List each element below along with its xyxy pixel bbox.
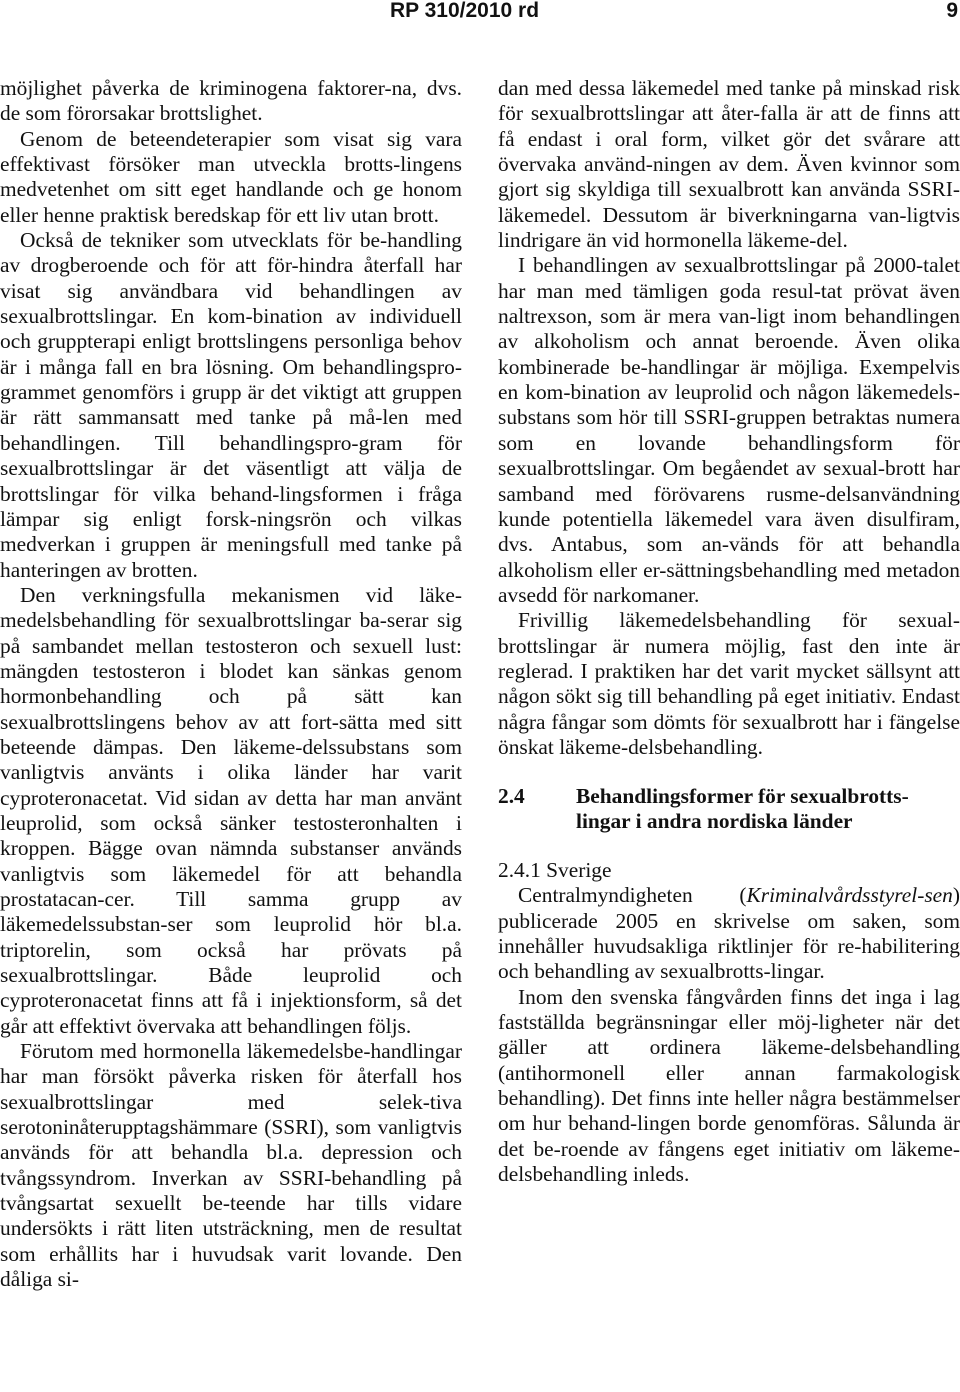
paragraph: I behandlingen av sexualbrottslingar på 2000-talet har man med tämligen goda resul-tat prövat även naltrexson, som är mera van-ligt inom behandlingen av alkoholism och annat beroende. Även olika kombinerade be-handlingar är möjliga. Exempelvis en kom-bination av leuprolid och någon läkemedels-substans som hör till SSRI-gruppen betraktas numera som en lovande behandlingsform för sexualbrottslingar. Om begåendet av sexual-brott har samband med förövarens rusme-delsanvändning kunde potentiella läkemedel vara även disulfiram, dvs. Antabus, som an-vänds för att behandla alkoholism eller er-sättningsbehandling med metadon avsedd för narkomaner. <box>498 253 960 607</box>
paragraph: Frivillig läkemedelsbehandling för sexual-brottslingar är numera möjlig, fast den inte är reglerad. I praktiken har det varit mycket sällsynt att någon sökt sig till behandling på eget initiativ. Endast några fångar som dömts för sexualbrott har i fängelse önskat läkeme-delsbehandling. <box>498 608 960 759</box>
document-reference: RP 310/2010 rd <box>390 0 540 22</box>
page-header <box>0 0 960 36</box>
paragraph-text: ) publicerade 2005 en skrivelse om saken, som innehåller huvudsakliga riktlinjer för re-habilitering och behandling av sexualbrotts-lingar. <box>498 883 960 984</box>
section-heading <box>498 784 960 834</box>
paragraph: Också de tekniker som utvecklats för be-handling av drogberoende och för att för-hindra återfall har visat sig användbara vid behandlingen av sexualbrottslingar. En kom-bination av individuell och gruppterapi enligt brottslingens personliga behov är i många fall en bra lösning. Om behandlingspro-grammet genomförs i grupp är det viktigt att gruppen är rätt sammansatt med tanke på må-len med behandlingen. Till behandlingspro-gram för sexualbrottslingar är det väsentligt att välja de brottslingar för vilka behand-lingsformen i fråga lämpar sig enligt forsk-ningsrön och vilkas medverkan i gruppen är meningsfull med tanke på hanteringen av brotten. <box>0 228 462 582</box>
section-number: 2.4 <box>498 784 525 809</box>
paragraph: dan med dessa läkemedel med tanke på minskad risk för sexualbrottslingar att åter-falla är att de finns att få endast i oral form, vilket gör det svårare att övervaka använd-ningen av dem. Även kvinnor som gjort sig skyldiga till sexualbrott kan använda SSRI-läkemedel. Dessutom är biverkningarna van-ligtvis lindrigare än vid hormonella läkeme-del. <box>498 76 960 253</box>
right-column <box>498 76 960 1187</box>
section-title: Behandlingsformer för sexualbrotts-lingar i andra nordiska länder <box>576 784 909 834</box>
paragraph: Genom de beteendeterapier som visat sig vara effektivast försöker man utveckla brotts-lingens medvetenhet om sitt eget handlande och ge honom eller henne praktisk beredskap för ett liv utan brott. <box>0 126 462 227</box>
paragraph <box>498 883 960 984</box>
paragraph: Förutom med hormonella läkemedelsbe-handlingar har man försökt påverka risken för återfall hos sexualbrottslingar med selek-tiva serotoninåterupptagshämmare (SSRI), som vanligtvis används för att behandla bl.a. depression och tvångssyndrom. Inverkan av SSRI-behandling på tvångsartat sexuellt be-teende har tills vidare undersökts i rätt liten utsträckning, men de resultat som erhållits har i huvudsak varit lovande. Den dåliga si- <box>0 1039 462 1292</box>
paragraph: möjlighet påverka de kriminogena faktorer-na, dvs. de som förorsakar brottslighet. <box>0 76 462 126</box>
paragraph-text: Centralmyndigheten ( <box>518 883 747 908</box>
agency-name: Kriminalvårdsstyrel-sen <box>746 883 953 908</box>
subsection-heading: 2.4.1 Sverige <box>498 858 612 883</box>
page-number: 9 <box>946 0 958 22</box>
left-column <box>0 76 462 1293</box>
paragraph: Inom den svenska fångvården finns det inga i lag fastställda begränsningar eller möj-ligheter när det gäller att ordinera läkeme-delsbehandling (antihormonell eller annan farmakologisk behandling). Det finns inte heller några bestämmelser om hur behand-lingen borde genomföras. Sålunda är det be-roende av fångens eget initiativ om läkeme-delsbehandling inleds. <box>498 984 960 1187</box>
paragraph: Den verkningsfulla mekanismen vid läke-medelsbehandling för sexualbrottslingar ba-serar sig på sambandet mellan testosteron och sexuell lust: mängden testosteron i blodet kan sänkas genom hormonbehandling och på sätt kan sexualbrottslingens behov av att fort-sätta med sitt beteende dämpas. Den läkeme-delssubstans som vanligtvis använts i olika länder har varit cyproteronacetat. Vid sidan av detta har man använt leuprolid, som också sänker testosteronhalten i kroppen. Bägge ovan nämnda substanser används vanligtvis som läkemedel för att behandla prostatacan-cer. Till samma grupp av läkemedelssubstan-ser som leuprolid hör bl.a. triptorelin, som också har prövats på sexualbrottslingar. Både leuprolid och cyproteronacetat finns att få i injektionsform, så det går att effektivt övervaka att behandlingen följs. <box>0 582 462 1038</box>
